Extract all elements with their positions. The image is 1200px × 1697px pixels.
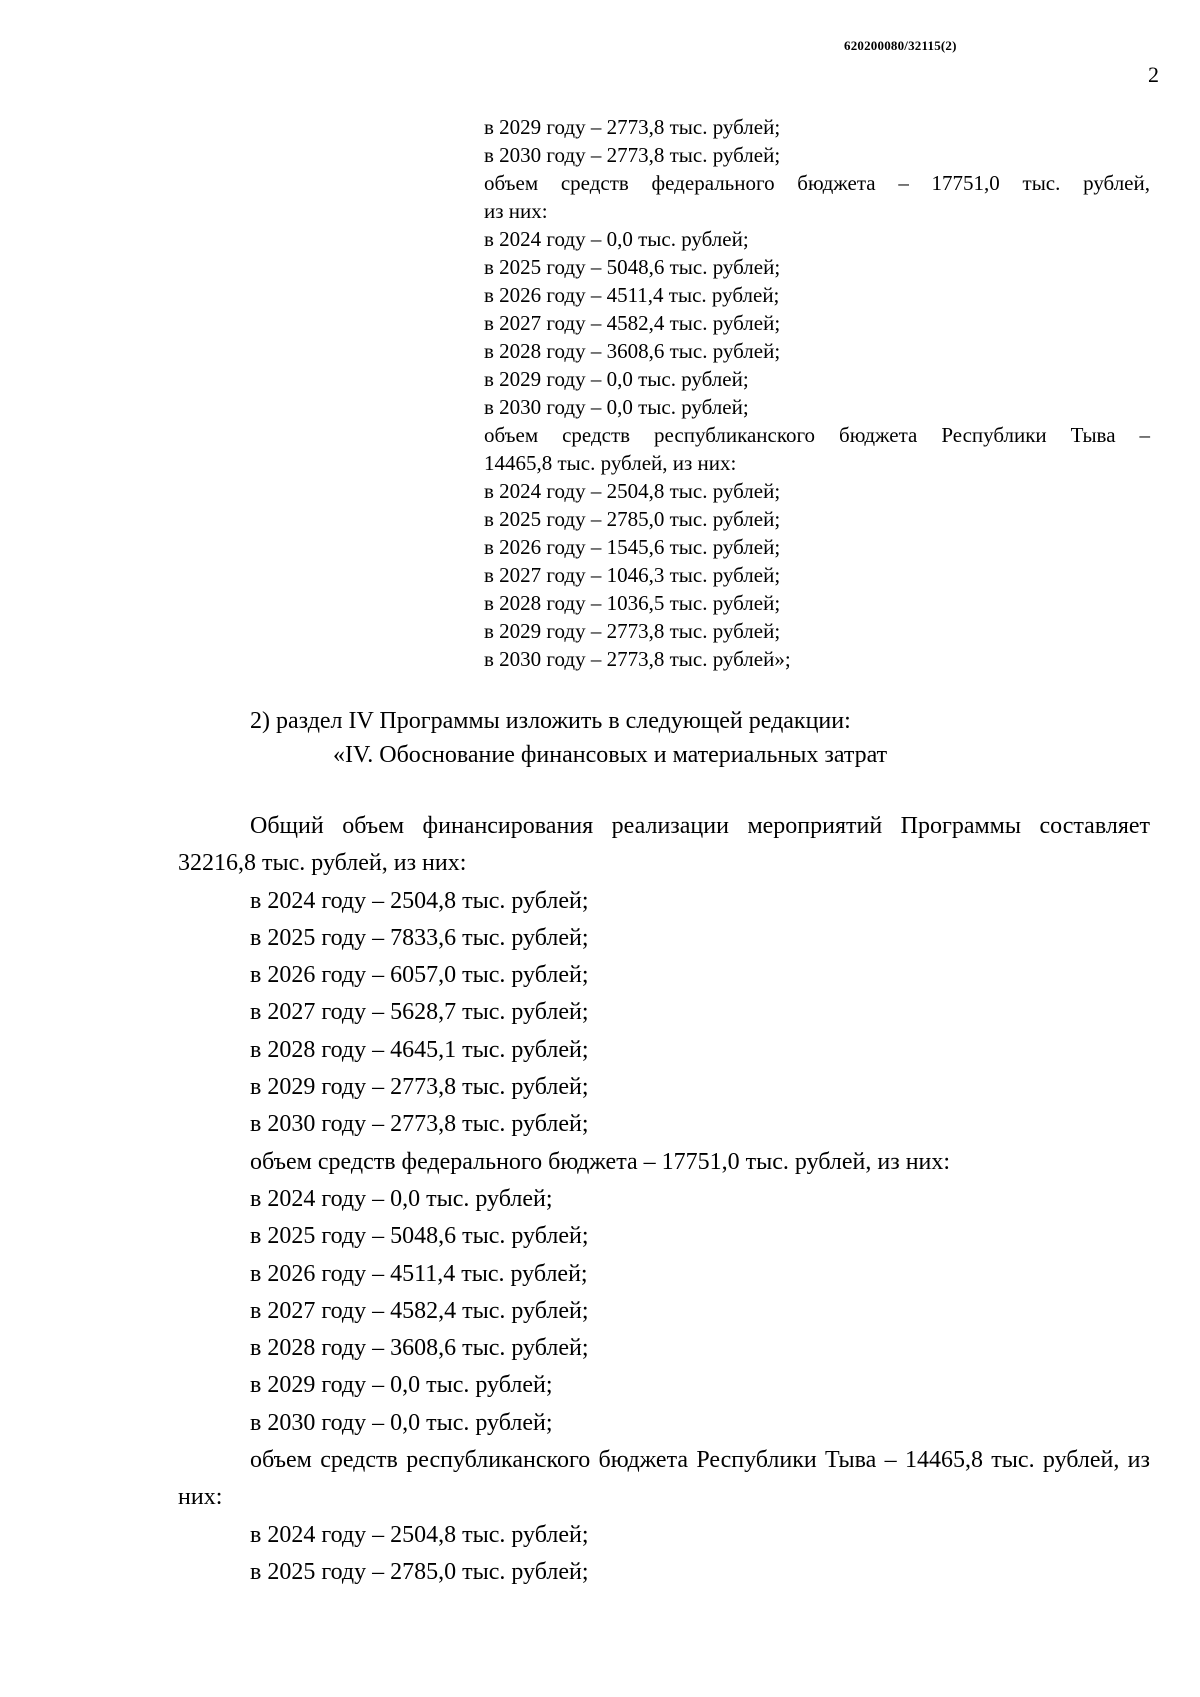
passport-line: 14465,8 тыс. рублей, из них: <box>484 451 737 475</box>
total-year-item: в 2024 году – 2504,8 тыс. рублей; <box>250 887 589 914</box>
federal-year-item: в 2024 году – 0,0 тыс. рублей; <box>250 1185 553 1212</box>
total-year-item: в 2028 году – 4645,1 тыс. рублей; <box>250 1036 589 1063</box>
passport-line: в 2025 году – 5048,6 тыс. рублей; <box>484 255 781 279</box>
total-year-item: в 2029 году – 2773,8 тыс. рублей; <box>250 1074 589 1101</box>
regional-year-item: в 2025 году – 2785,0 тыс. рублей; <box>250 1558 589 1585</box>
passport-line: в 2030 году – 0,0 тыс. рублей; <box>484 395 749 419</box>
passport-line: в 2026 году – 4511,4 тыс. рублей; <box>484 283 780 307</box>
document-id: 620200080/32115(2) <box>844 38 957 53</box>
passport-line: в 2027 году – 1046,3 тыс. рублей; <box>484 563 781 587</box>
total-year-item: в 2026 году – 6057,0 тыс. рублей; <box>250 962 589 989</box>
passport-line: в 2029 году – 0,0 тыс. рублей; <box>484 367 749 391</box>
passport-line: в 2029 году – 2773,8 тыс. рублей; <box>484 115 781 139</box>
section-title: «IV. Обоснование финансовых и материальных затрат <box>333 742 888 768</box>
regional-heading: объем средств республиканского бюджета Республики Тыва – 14465,8 тыс. рублей, из них: <box>178 1447 1150 1511</box>
federal-year-item: в 2028 году – 3608,6 тыс. рублей; <box>250 1335 589 1362</box>
federal-year-item: в 2030 году – 0,0 тыс. рублей; <box>250 1409 553 1436</box>
federal-year-item: в 2029 году – 0,0 тыс. рублей; <box>250 1372 553 1399</box>
federal-year-item: в 2027 году – 4582,4 тыс. рублей; <box>250 1297 589 1324</box>
passport-line: в 2030 году – 2773,8 тыс. рублей; <box>484 143 781 167</box>
passport-line: в 2024 году – 0,0 тыс. рублей; <box>484 227 749 251</box>
passport-federal-heading: объем средств федерального бюджета – 17751,0 тыс. рублей, <box>484 171 1150 195</box>
passport-line: в 2029 году – 2773,8 тыс. рублей; <box>484 619 781 643</box>
federal-heading: объем средств федерального бюджета – 17751,0 тыс. рублей, из них: <box>250 1148 951 1175</box>
passport-line: в 2024 году – 2504,8 тыс. рублей; <box>484 479 781 503</box>
passport-line: в 2030 году – 2773,8 тыс. рублей»; <box>484 647 791 671</box>
passport-line: в 2028 году – 1036,5 тыс. рублей; <box>484 591 781 615</box>
passport-line: в 2026 году – 1545,6 тыс. рублей; <box>484 535 781 559</box>
total-year-item: в 2027 году – 5628,7 тыс. рублей; <box>250 999 589 1026</box>
total-year-item: в 2025 году – 7833,6 тыс. рублей; <box>250 924 589 951</box>
federal-year-item: в 2026 году – 4511,4 тыс. рублей; <box>250 1260 588 1287</box>
passport-regional-heading: объем средств республиканского бюджета Республики Тыва – <box>484 423 1150 447</box>
section-body <box>178 808 1150 1591</box>
passport-funding-block <box>484 113 1150 673</box>
regional-year-item: в 2024 году – 2504,8 тыс. рублей; <box>250 1521 589 1548</box>
amendment-item-2: 2) раздел IV Программы изложить в следующей редакции: <box>250 708 851 734</box>
passport-line: в 2028 году – 3608,6 тыс. рублей; <box>484 339 781 363</box>
passport-line: в 2025 году – 2785,0 тыс. рублей; <box>484 507 781 531</box>
page-number: 2 <box>1148 62 1159 87</box>
intro-paragraph: Общий объем финансирования реализации мероприятий Программы составляет 32216,8 тыс. рублей, из них: <box>178 813 1150 877</box>
federal-year-item: в 2025 году – 5048,6 тыс. рублей; <box>250 1223 589 1250</box>
passport-line: из них: <box>484 199 548 223</box>
total-year-item: в 2030 году – 2773,8 тыс. рублей; <box>250 1111 589 1138</box>
passport-line: в 2027 году – 4582,4 тыс. рублей; <box>484 311 781 335</box>
